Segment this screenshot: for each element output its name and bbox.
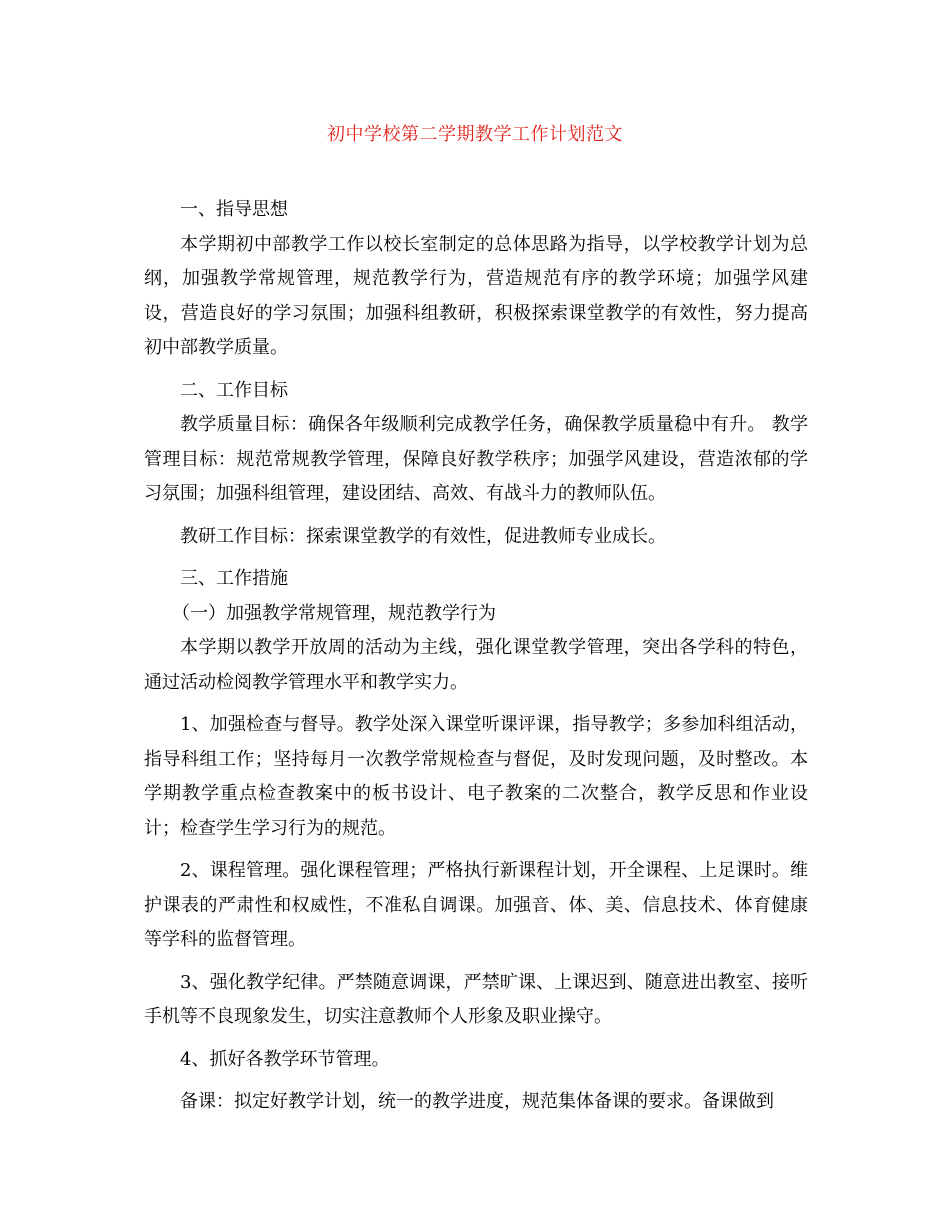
section-heading-work-measures: 三、工作措施 (180, 568, 288, 589)
document-title: 初中学校第二学期教学工作计划范文 (327, 124, 623, 145)
paragraph-lesson-prep: 备课：拟定好教学计划，统一的教学进度，规范集体备课的要求。备课做到 (180, 1091, 774, 1112)
paragraph-teaching-links: 4、抓好各教学环节管理。 (180, 1048, 390, 1070)
paragraph-open-week: 本学期以教学开放周的活动为主线，强化课堂教学管理，突出各学科的特色，通过活动检阅教学管理水平和教学实力。 (144, 637, 808, 693)
paragraph-research-goals: 教研工作目标：探索课堂教学的有效性，促进教师专业成长。 (180, 525, 666, 547)
section-heading-work-goals: 二、工作目标 (180, 379, 288, 401)
document-body (144, 193, 808, 1128)
paragraph-guiding-ideology: 本学期初中部教学工作以校长室制定的总体思路为指导，以学校教学计划为总纲，加强教学常规管理，规范教学行为，营造规范有序的教学环境；加强学风建设，营造良好的学习氛围；加强科组教研，积极探索课堂教学的有效性，努力提高初中部教学质量。 (144, 233, 808, 358)
subsection-heading-routine-management: （一）加强教学常规管理，规范教学行为 (172, 602, 496, 624)
paragraph-curriculum: 2、课程管理。强化课程管理；严格执行新课程计划，开全课程、上足课时。维护课表的严肃性和权威性，不准私自调课。加强音、体、美、信息技术、体育健康等学科的监督管理。 (144, 860, 808, 950)
paragraph-quality-goals: 教学质量目标：确保各年级顺利完成教学任务，确保教学质量稳中有升。 教学管理目标：规范常规教学管理，保障良好教学秩序；加强学风建设，营造浓郁的学习氛围；加强科组管理，建设团结、高效、有战斗力的教师队伍。 (144, 414, 808, 504)
paragraph-inspection: 1、加强检查与督导。教学处深入课堂听课评课，指导教学；多参加科组活动，指导科组工作；坚持每月一次教学常规检查与督促，及时发现问题，及时整改。本学期教学重点检查教案中的板书设计、电子教案的二次整合，教学反思和作业设计；检查学生学习行为的规范。 (144, 714, 808, 839)
paragraph-discipline: 3、强化教学纪律。严禁随意调课，严禁旷课、上课迟到、随意进出教室、接听手机等不良现象发生，切实注意教师个人形象及职业操守。 (144, 971, 808, 1027)
section-heading-guiding-ideology: 一、指导思想 (180, 199, 288, 220)
